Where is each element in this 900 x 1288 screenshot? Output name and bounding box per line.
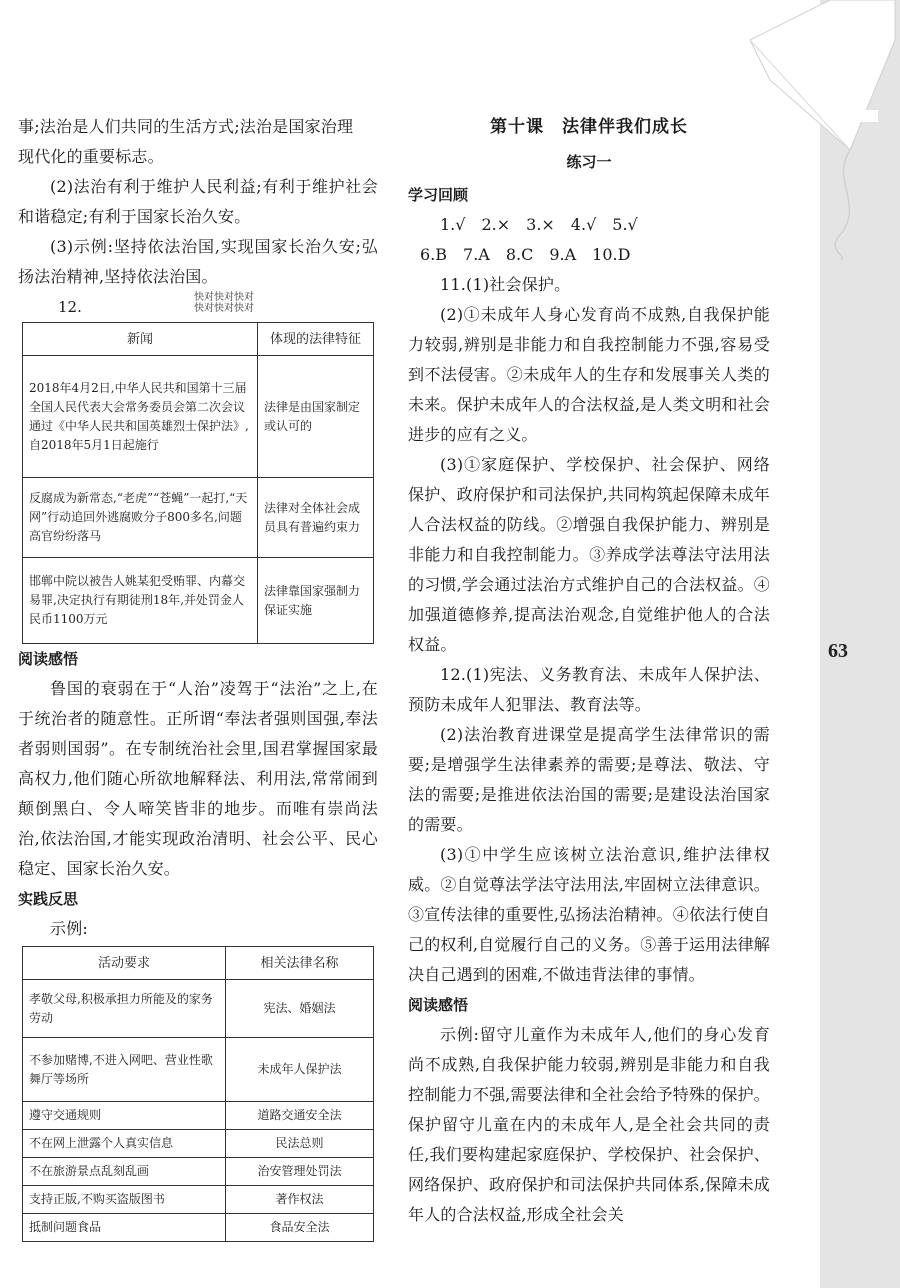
table-cell: 法律对全体社会成员具有普遍约束力 <box>258 478 374 558</box>
page-number: 63 <box>828 640 848 662</box>
table-cell: 邯郸中院以被告人姚某犯受贿罪、内幕交易罪,决定执行有期徒刑18年,并处罚金人民币1100万元 <box>23 558 258 644</box>
right-column <box>408 112 770 1230</box>
reading-heading-right: 阅读感悟 <box>408 996 469 1014</box>
table-row <box>23 1130 374 1158</box>
answers-row-1: 1.√ 2.× 3.× 4.√ 5.√ <box>440 215 638 234</box>
table-header-cell: 新闻 <box>23 323 258 356</box>
table-row <box>23 1038 374 1102</box>
table-cell: 法律靠国家强制力保证实施 <box>258 558 374 644</box>
q12-part-1: 12.(1)宪法、义务教育法、未成年人保护法、预防未成年人犯罪法、教育法等。 <box>408 665 770 714</box>
intro-line-1: 事;法治是人们共同的生活方式;法治是国家治理 <box>18 117 354 136</box>
table-cell: 宪法、婚姻法 <box>226 980 374 1038</box>
practice-heading: 实践反思 <box>18 890 79 908</box>
exercise-title: 练习一 <box>566 153 612 171</box>
reading-paragraph: 鲁国的衰弱在于“人治”凌驾于“法治”之上,在于统治者的随意性。正所谓“奉法者强则国强,奉法者弱则国弱”。在专制统治社会里,国君掌握国家最高权力,他们随心所欲地解释法、利用法,常常闹到颠倒黑白、令人啼笑皆非的地步。而唯有崇尚法治,依法治国,才能实现政治清明、社会公平、民心稳定、国家长治久安。 <box>18 679 378 878</box>
table-header-row <box>23 323 374 356</box>
lesson-title: 第十课 法律伴我们成长 <box>490 117 688 137</box>
table-cell: 民法总则 <box>226 1130 374 1158</box>
table-row <box>23 1214 374 1242</box>
table-header-cell: 体现的法律特征 <box>258 323 374 356</box>
table-cell: 反腐成为新常态,“老虎”“苍蝇”一起打,“天网”行动追回外逃腐败分子800多名,问题高官纷纷落马 <box>23 478 258 558</box>
table-cell: 不参加赌博,不进入网吧、营业性歌舞厅等场所 <box>23 1038 226 1102</box>
table-row <box>23 478 374 558</box>
table-row <box>23 1102 374 1130</box>
practice-example-label: 示例: <box>50 919 88 938</box>
table-header-row <box>23 947 374 980</box>
answer-paragraph-2: (2)法治有利于维护人民利益;有利于维护社会和谐稳定;有利于国家长治久安。 <box>18 177 378 226</box>
activity-law-table <box>22 946 374 1242</box>
table-cell: 道路交通安全法 <box>226 1102 374 1130</box>
reading-paragraph-right: 示例:留守儿童作为未成年人,他们的身心发育尚不成熟,自我保护能力较弱,辨别是非能力和自我控制能力不强,需要法律和全社会给予特殊的保护。保护留守儿童在内的未成年人,是全社会共同的责任,我们要构建起家庭保护、学校保护、社会保护、网络保护、政府保护和司法保护共同体系,保障未成年人的合法权益,形成全社会关 <box>408 1025 770 1224</box>
table-cell: 抵制问题食品 <box>23 1214 226 1242</box>
news-law-table <box>22 322 374 644</box>
table-row <box>23 1186 374 1214</box>
review-heading: 学习回顾 <box>408 186 469 204</box>
table-row <box>23 356 374 478</box>
table-cell: 不在网上泄露个人真实信息 <box>23 1130 226 1158</box>
q12-part-2: (2)法治教育进课堂是提高学生法律常识的需要;是增强学生法律素养的需要;是尊法、敬法、守法的需要;是推进依法治国的需要;是建设法治国家的需要。 <box>408 725 770 834</box>
table-header-cell: 活动要求 <box>23 947 226 980</box>
q12-part-3: (3)①中学生应该树立法治意识,维护法律权威。②自觉尊法学法守法用法,牢固树立法律意识。③宣传法律的重要性,弘扬法治精神。④依法行使自己的权利,自觉履行自己的义务。⑤善于运用法律解决自己遇到的困难,不做违背法律的事情。 <box>408 845 770 984</box>
left-column <box>18 112 378 1242</box>
table-cell: 不在旅游景点乱刻乱画 <box>23 1158 226 1186</box>
q11-part-1: 11.(1)社会保护。 <box>440 275 571 294</box>
answer-paragraph-3: (3)示例:坚持依法治国,实现国家长治久安;弘扬法治精神,坚持依法治国。 <box>18 237 378 286</box>
table-row <box>23 1158 374 1186</box>
q11-part-2: (2)①未成年人身心发育尚不成熟,自我保护能力较弱,辨别是非能力和自我控制能力不强,容易受到不法侵害。②未成年人的生存和发展事关人类的未来。保护未成年人的合法权益,是人类文明和社会进步的应有之义。 <box>408 305 770 444</box>
table-cell: 治安管理处罚法 <box>226 1158 374 1186</box>
table-cell: 未成年人保护法 <box>226 1038 374 1102</box>
watermark-note-line: 快对快对快对 <box>194 303 254 314</box>
q11-part-3: (3)①家庭保护、学校保护、社会保护、网络保护、政府保护和司法保护,共同构筑起保障未成年人合法权益的防线。②增强自我保护能力、辨别是非能力和自我控制能力。③养成学法尊法守法用法的习惯,学会通过法治方式维护自己的合法权益。④加强道德修养,提高法治观念,自觉维护他人的合法权益。 <box>408 455 770 654</box>
table-cell: 遵守交通规则 <box>23 1102 226 1130</box>
watermark-note <box>194 292 254 314</box>
table-row <box>23 558 374 644</box>
question-12-row <box>18 292 378 322</box>
table-cell: 法律是由国家制定或认可的 <box>258 356 374 478</box>
question-12-label: 12. <box>58 298 82 316</box>
table-cell: 食品安全法 <box>226 1214 374 1242</box>
table-cell: 2018年4月2日,中华人民共和国第十三届全国人民代表大会常务委员会第二次会议通过《中华人民共和国英雄烈士保护法》,自2018年5月1日起施行 <box>23 356 258 478</box>
table-cell: 著作权法 <box>226 1186 374 1214</box>
intro-line-2: 现代化的重要标志。 <box>18 147 164 166</box>
table-cell: 孝敬父母,积极承担力所能及的家务劳动 <box>23 980 226 1038</box>
reading-heading: 阅读感悟 <box>18 650 79 668</box>
watermark-note-line: 快对快对快对 <box>194 292 254 303</box>
table-header-cell: 相关法律名称 <box>226 947 374 980</box>
answers-row-2: 6.B 7.A 8.C 9.A 10.D <box>420 245 631 264</box>
table-row <box>23 980 374 1038</box>
table-cell: 支持正版,不购买盗版图书 <box>23 1186 226 1214</box>
